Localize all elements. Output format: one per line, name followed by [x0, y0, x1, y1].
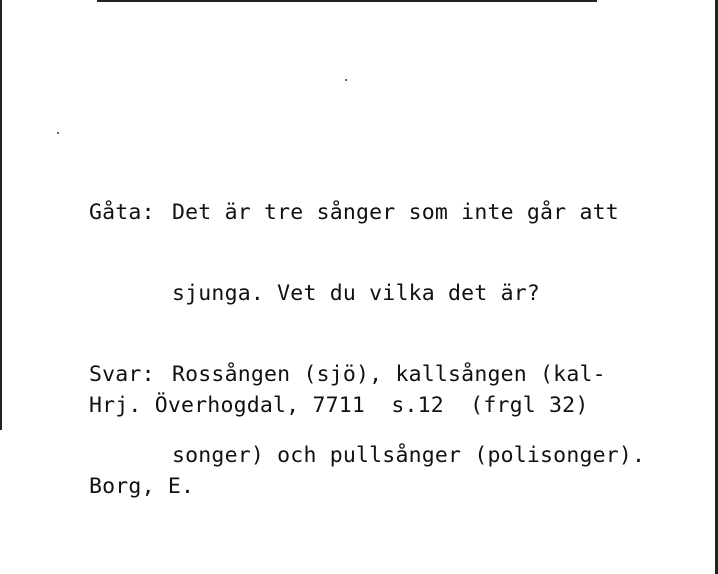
source-block: [89, 338, 588, 554]
card-left-edge: [0, 0, 2, 430]
card-top-edge: [97, 0, 597, 2]
speck: [345, 79, 347, 81]
answer-label: Svar:: [89, 362, 155, 387]
speck: [57, 132, 59, 134]
question-text-2: sjunga. Vet du vilka det är?: [172, 281, 541, 306]
question-row-1: [89, 199, 645, 226]
answer-text-1: Rossången (sjö), kallsången (kal-: [172, 362, 606, 387]
question-text-1: Det är tre sånger som inte går att: [172, 200, 619, 225]
question-label: Gåta:: [89, 200, 155, 225]
question-row-2: [89, 280, 645, 307]
answer-text-2: songer) och pullsånger (polisonger).: [172, 443, 646, 468]
collector-name: Borg, E.: [89, 474, 195, 499]
location-line: Hrj. Överhogdal, 7711 s.12 (frgl 32): [89, 393, 589, 418]
